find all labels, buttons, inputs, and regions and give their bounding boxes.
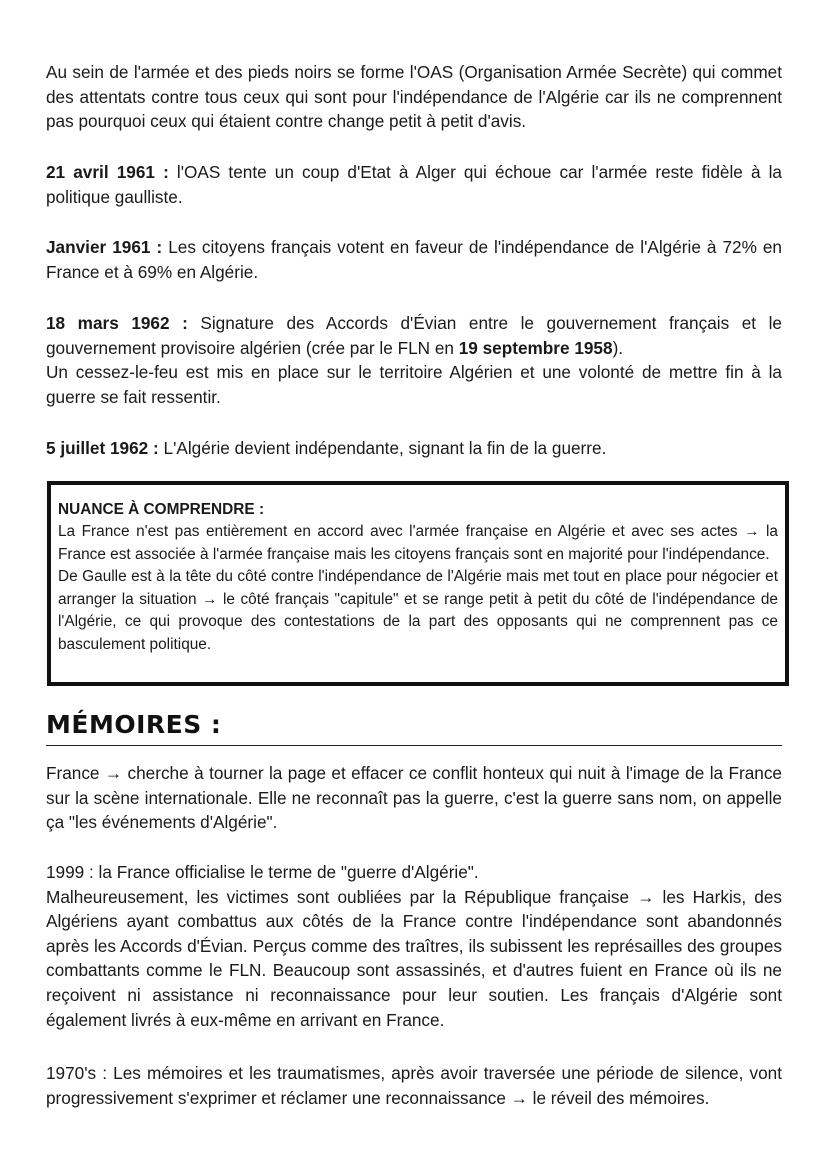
nuance-box-paragraph-2: De Gaulle est à la tête du côté contre l'indépendance de l'Algérie mais met tout en place pour négocier et arranger la situation → le côté français "capitule" et se range petit à petit du côté de l'indépendance de l'Algérie, ce qui provoque des contestations de la part des opposants qui ne comprennent pas ce basculement politique. [58, 568, 778, 653]
memoires-1999-line: 1999 : la France officialise le terme de "guerre d'Algérie". [46, 862, 479, 882]
event-5-juillet-1962 [46, 436, 782, 461]
nuance-box [47, 481, 789, 686]
memoires-paragraph-1: France → cherche à tourner la page et effacer ce conflit honteux qui nuit à l'image de la France sur la scène internationale. Elle ne reconnaît pas la guerre, c'est la guerre sans nom, on appelle ça "les événements d'Algérie". [46, 763, 782, 833]
event-text: L'Algérie devient indépendante, signant la fin de la guerre. [158, 438, 607, 458]
memoires-paragraph-3: 1970's : Les mémoires et les traumatismes, après avoir traversée une période de silence, vont progressivement s'exprimer et réclamer une reconnaissance → le réveil des mémoires. [46, 1063, 782, 1108]
memoires-harkis-text: Malheureusement, les victimes sont oubliées par la République française → les Harkis, des Algériens ayant combattus aux côtés de la France contre l'indépendance sont abandonnés après les Accords d'Évian. Perçus comme des traîtres, ils subissent les représailles des groupes combattants comme le FLN. Beaucoup sont assassinés, et d'autres fuient en France où ils ne reçoivent ni assistance ni reconnaissance pour leur soutien. Les français d'Algérie sont également livrés à eux-même en arrivant en France. [46, 886, 782, 1030]
memoires-heading: MÉMOIRES : [46, 710, 222, 739]
nuance-box-paragraph-1: La France n'est pas entièrement en accord avec l'armée française en Algérie et avec ses actes → la France est associée à l'armée française mais les citoyens français sont en majorité pour l'indépendance. [58, 523, 778, 563]
intro-paragraph: Au sein de l'armée et des pieds noirs se forme l'OAS (Organisation Armée Secrète) qui commet des attentats contre tous ceux qui sont pour l'indépendance de l'Algérie car ils ne comprennent pas pourquoi ceux qui étaient contre change petit à petit d'avis. [46, 62, 782, 132]
event-text: l'OAS tente un coup d'Etat à Alger qui échoue car l'armée reste fidèle à la politique gaulliste. [46, 162, 782, 207]
event-text-end: ). [612, 337, 624, 358]
event-text-line2: Un cessez-le-feu est mis en place sur le territoire Algérien et une volonté de mettre fin à la guerre se fait ressentir. [46, 362, 782, 407]
event-date: Janvier 1961 : [46, 237, 163, 257]
event-date: 5 juillet 1962 : [46, 438, 159, 458]
event-bold-date: 19 septembre 1958 [458, 337, 613, 358]
heading-underline [46, 745, 782, 746]
event-date: 21 avril 1961 : [46, 162, 169, 182]
event-text: Signature des Accords d'Évian entre le gouvernement français et le gouvernement provisoire algérien (crée par le FLN en [46, 313, 782, 358]
nuance-box-title: NUANCE À COMPRENDRE : [58, 501, 265, 518]
memoires-paragraph-2 [46, 860, 782, 1032]
event-18-mars-1962 [46, 311, 782, 409]
event-text: Les citoyens français votent en faveur de l'indépendance de l'Algérie à 72% en France et à 69% en Algérie. [46, 237, 782, 282]
event-janvier-1961 [46, 235, 782, 284]
event-21-avril-1961 [46, 160, 782, 209]
event-date: 18 mars 1962 : [46, 313, 188, 333]
